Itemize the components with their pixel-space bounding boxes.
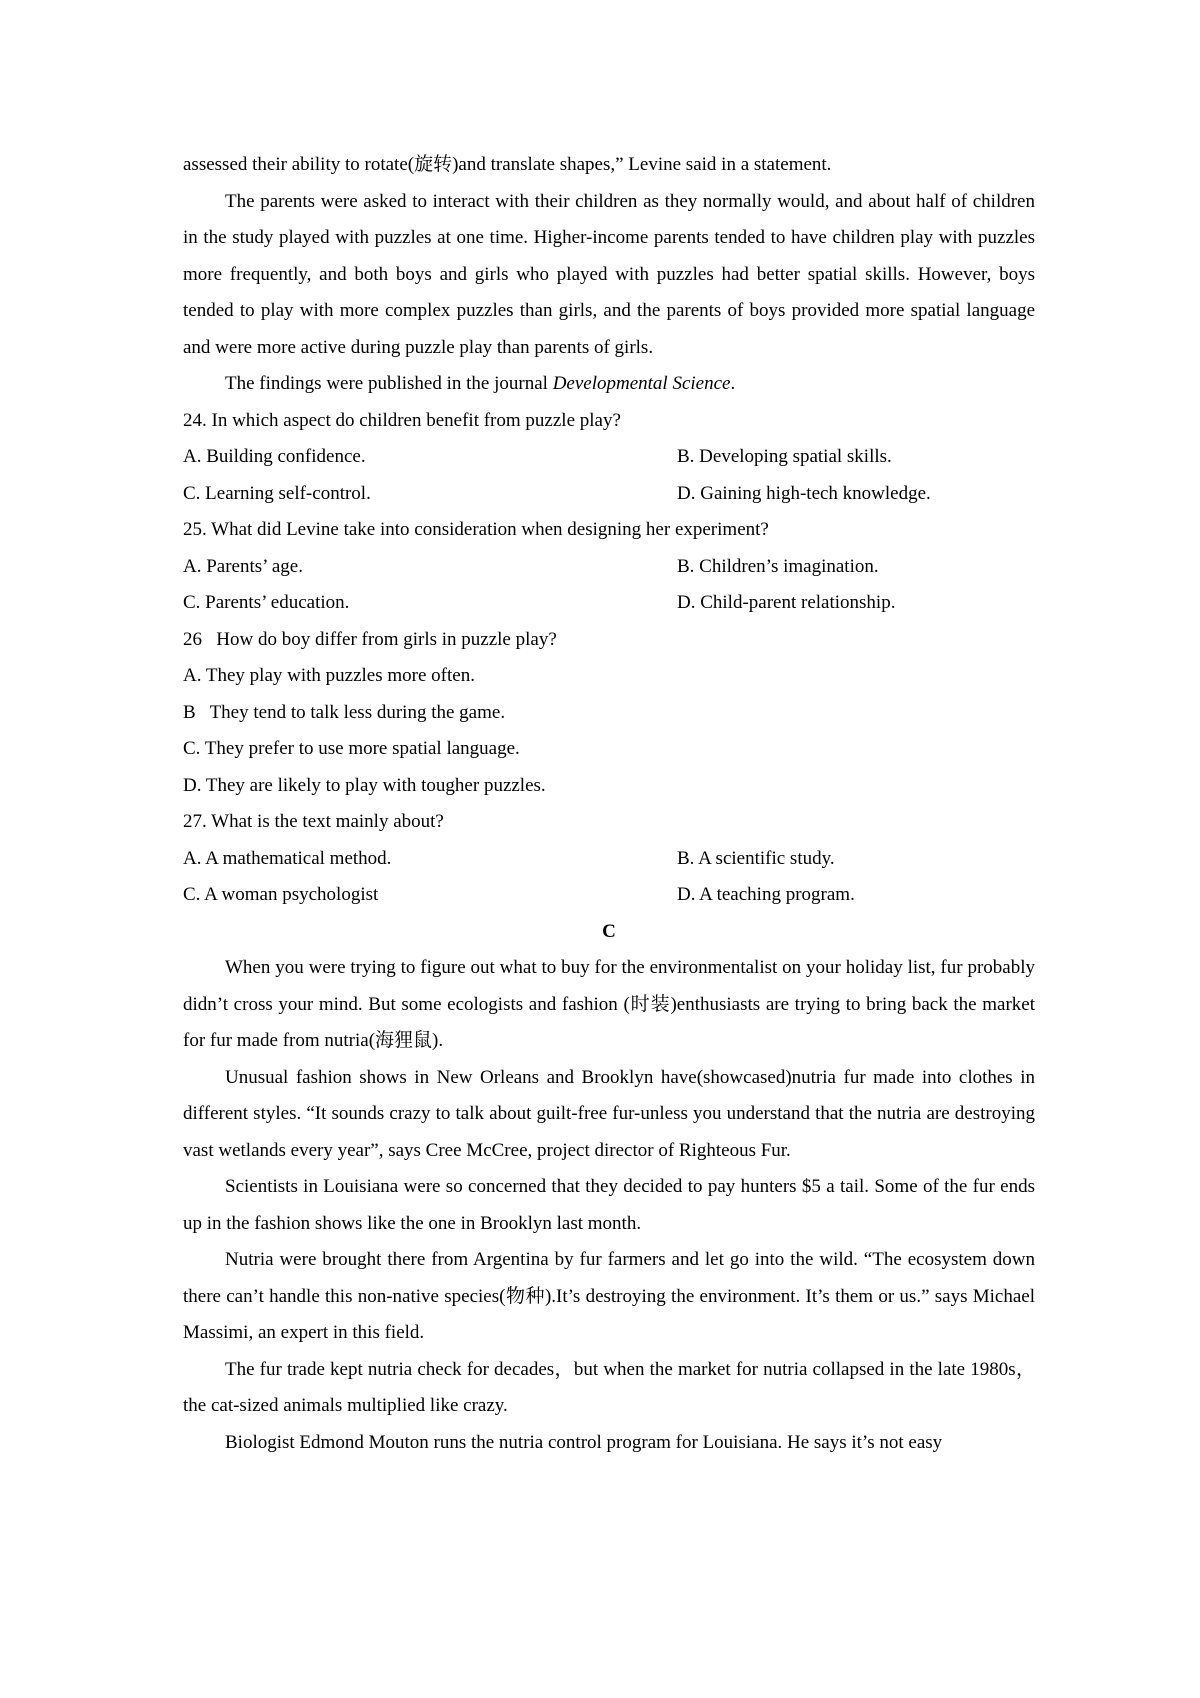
question-24-stem: 24. In which aspect do children benefit from puzzle play? xyxy=(183,409,621,431)
journal-prefix: The findings were published in the journal xyxy=(225,373,553,394)
question-25-stem: 25. What did Levine take into consideration when designing her experiment? xyxy=(183,519,769,540)
option-24-a: A. Building confidence. xyxy=(183,446,366,467)
passage-b-continued-line: assessed their ability to rotate(旋转)and translate shapes,” Levine said in a statement. xyxy=(183,154,832,175)
passage-b-journal-paragraph xyxy=(183,366,1035,403)
option-26-a: A. They play with puzzles more often. xyxy=(183,665,475,686)
option-27-d: D. A teaching program. xyxy=(677,884,855,905)
option-25-b: B. Children’s imagination. xyxy=(677,555,879,577)
question-26-stem: 26 How do boy differ from girls in puzzle play? xyxy=(183,628,557,650)
option-27-a: A. A mathematical method. xyxy=(183,847,392,869)
journal-name: Developmental Science xyxy=(552,373,731,394)
question-24-options-row-2 xyxy=(183,476,1035,513)
journal-suffix: . xyxy=(730,373,736,394)
passage-c-paragraph-2: Unusual fashion shows in New Orleans and Brooklyn have(showcased)nutria fur made into clothes in different styles. “It sounds crazy to talk about guilt-free fur-unless you understand that the nutria are destroying vast wetlands every year”, says Cree McCree, project director of Righteous Fur. xyxy=(183,1066,1035,1161)
question-27-options-row-2 xyxy=(183,877,1035,914)
option-25-c: C. Parents’ education. xyxy=(183,592,350,613)
option-24-d: D. Gaining high-tech knowledge. xyxy=(677,482,931,504)
option-26-b: B They tend to talk less during the game. xyxy=(183,701,506,723)
option-25-a: A. Parents’ age. xyxy=(183,555,303,577)
passage-c-paragraph-6: Biologist Edmond Mouton runs the nutria control program for Louisiana. He says it’s not easy xyxy=(225,1431,943,1453)
question-25-options-row-2 xyxy=(183,585,1035,622)
option-27-c: C. A woman psychologist xyxy=(183,884,379,905)
option-25-d: D. Child-parent relationship. xyxy=(677,592,896,613)
passage-c-paragraph-3: Scientists in Louisiana were so concerned that they decided to pay hunters $5 a tail. Some of the fur ends up in the fashion shows like the one in Brooklyn last month. xyxy=(183,1176,1035,1234)
question-27-options-row-1 xyxy=(183,841,1035,878)
option-26-c: C. They prefer to use more spatial language. xyxy=(183,738,520,759)
question-25-options-row-1 xyxy=(183,549,1035,586)
passage-c-heading: C xyxy=(602,920,616,942)
page-content xyxy=(183,147,1035,1461)
passage-b-paragraph: The parents were asked to interact with their children as they normally would, and about half of children in the study played with puzzles at one time. Higher-income parents tended to have children play with puzzles more frequently, and both boys and girls who played with puzzles had better spatial skills. However, boys tended to play with more complex puzzles than girls, and the parents of boys provided more spatial language and were more active during puzzle play than parents of girls. xyxy=(183,190,1035,358)
passage-c-paragraph-1: When you were trying to figure out what to buy for the environmentalist on your holiday list, fur probably didn’t cross your mind. But some ecologists and fashion (时装)enthusiasts are trying to bring back the market for fur made from nutria(海狸鼠). xyxy=(183,957,1035,1051)
passage-c-paragraph-5: The fur trade kept nutria check for decades，but when the market for nutria collapsed in the late 1980s，the cat-sized animals multiplied like crazy. xyxy=(183,1358,1035,1416)
option-27-b: B. A scientific study. xyxy=(677,847,835,869)
passage-c-paragraph-4: Nutria were brought there from Argentina by fur farmers and let go into the wild. “The ecosystem down there can’t handle this non-native species(物种).It’s destroying the environment. It’s them or us.” says Michael Massimi, an expert in this field. xyxy=(183,1249,1035,1343)
option-26-d: D. They are likely to play with tougher puzzles. xyxy=(183,774,546,796)
option-24-c: C. Learning self-control. xyxy=(183,482,371,504)
question-27-stem: 27. What is the text mainly about? xyxy=(183,811,444,832)
question-24-options-row-1 xyxy=(183,439,1035,476)
option-24-b: B. Developing spatial skills. xyxy=(677,446,892,467)
